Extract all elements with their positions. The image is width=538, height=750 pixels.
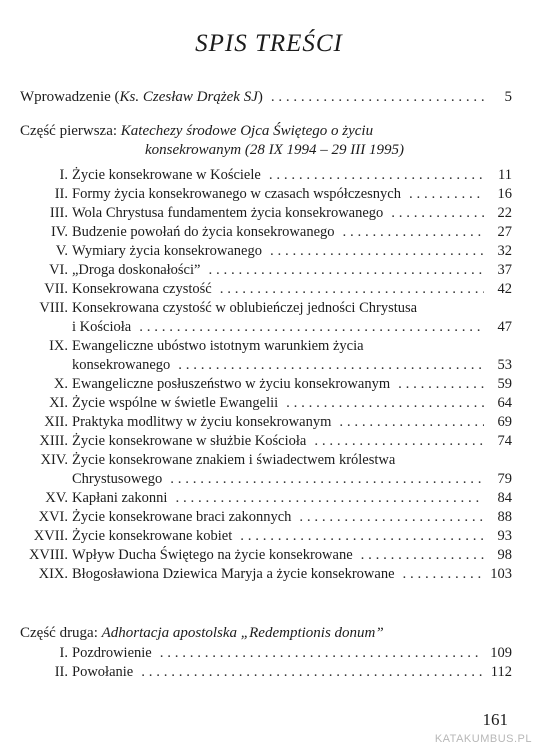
toc-entry-line (72, 432, 512, 451)
toc-entry-title: Wymiary życia konsekrowanego (72, 243, 262, 259)
toc-entry-title: Wpływ Ducha Świętego na życie konsekrowane (72, 547, 353, 563)
toc-entry-number: I. (59, 167, 68, 183)
toc-entry-page: 88 (497, 509, 512, 525)
intro-text (20, 89, 263, 106)
toc-entry-line (72, 413, 512, 432)
toc-entry-title: Błogosławiona Dziewica Maryja a życie konsekrowane (72, 566, 395, 582)
toc-entry-number: XVII. (33, 528, 68, 544)
leader-dots (240, 527, 484, 546)
toc-entry (0, 185, 538, 204)
toc-entry-title: Kapłani zakonni (72, 490, 168, 506)
toc-entry-number: XII. (44, 414, 68, 430)
toc-entry-line (72, 508, 512, 527)
toc-entry-line (72, 242, 512, 261)
leader-dots (178, 356, 484, 375)
toc-entry-page: 53 (497, 357, 512, 373)
leader-dots (170, 470, 484, 489)
toc-entry-line (72, 565, 512, 584)
intro-label: Wprowadzenie ( (20, 89, 120, 105)
toc-entry (0, 644, 538, 663)
toc-entry-number: IX. (49, 338, 68, 354)
toc-entry (0, 375, 538, 394)
toc-entry-title: Powołanie (72, 664, 134, 680)
toc-entry-number: X. (53, 376, 68, 392)
toc-entry (0, 337, 538, 375)
toc-entry-title-continued: i Kościoła (72, 319, 132, 335)
toc-entry-page: 64 (497, 395, 512, 411)
toc-entry (0, 508, 538, 527)
toc-entry-page: 98 (497, 547, 512, 563)
toc-entry-line (72, 318, 512, 337)
leader-dots (271, 89, 484, 106)
toc-entry (0, 299, 538, 337)
leader-dots (160, 644, 483, 663)
toc-entry-page: 22 (497, 205, 512, 221)
leader-dots (220, 280, 484, 299)
part-one-title-line1: Katechezy środowe Ojca Świętego o życiu (120, 123, 374, 139)
toc-entry-title: Życie konsekrowane w służbie Kościoła (72, 433, 307, 449)
toc-entry-number: XIX. (38, 566, 68, 582)
toc-entry-title: Ewangeliczne posłuszeństwo w życiu konsekrowanym (72, 376, 391, 392)
toc-entry-page: 74 (497, 433, 512, 449)
leader-dots (403, 565, 483, 584)
toc-entry-title: Formy życia konsekrowanego w czasach współczesnych (72, 186, 401, 202)
part-two-title: Adhortacja apostolska „Redemptionis donum” (101, 625, 384, 641)
toc-entry-title: Praktyka modlitwy w życiu konsekrowanym (72, 414, 332, 430)
toc-entry-introduction (20, 89, 512, 106)
intro-author: Ks. Czesław Drążek SJ (119, 89, 258, 105)
toc-entry-page: 93 (497, 528, 512, 544)
leader-dots (339, 413, 484, 432)
toc-entry-line (72, 261, 512, 280)
toc-entry-page: 69 (497, 414, 512, 430)
toc-entry-page: 109 (490, 645, 512, 661)
toc-entry (0, 565, 538, 584)
leader-dots (361, 546, 484, 565)
page-number: 161 (482, 710, 508, 729)
toc-entry-page: 32 (497, 243, 512, 259)
toc-entry (0, 394, 538, 413)
toc-entry-title: Budzenie powołań do życia konsekrowanego (72, 224, 335, 240)
toc-entry (0, 280, 538, 299)
intro-page: 5 (504, 89, 512, 105)
toc-entry-page: 47 (497, 319, 512, 335)
toc-entry-number: III. (49, 205, 68, 221)
toc-entry-page: 27 (497, 224, 512, 240)
toc-entry (0, 663, 538, 682)
toc-entry-line (72, 527, 512, 546)
toc-entry (0, 527, 538, 546)
toc-entry (0, 242, 538, 261)
toc-entry-page: 16 (497, 186, 512, 202)
toc-entry-title-continued: konsekrowanego (72, 357, 171, 373)
toc-entry-number: II. (54, 186, 68, 202)
leader-dots (141, 663, 483, 682)
toc-entry-number: IV. (50, 224, 68, 240)
page-title: SPIS TREŚCI (195, 30, 343, 57)
toc-entry-page: 11 (498, 167, 512, 183)
toc-entry-line (72, 204, 512, 223)
toc-entry-number: XV. (45, 490, 68, 506)
leader-dots (299, 508, 484, 527)
toc-entry-line (72, 337, 512, 356)
toc-entry-number: XIII. (39, 433, 68, 449)
toc-entry (0, 166, 538, 185)
toc-entry (0, 223, 538, 242)
toc-entry-title: Pozdrowienie (72, 645, 152, 661)
toc-entry (0, 204, 538, 223)
toc-entry-title-continued: Chrystusowego (72, 471, 163, 487)
toc-entry-title: Konsekrowana czystość (72, 281, 212, 297)
leader-dots (139, 318, 484, 337)
toc-entry-number: XVI. (38, 509, 68, 525)
part-one-label: Część pierwsza: (20, 123, 121, 139)
toc-entry-page: 112 (490, 664, 512, 680)
leader-dots (314, 432, 484, 451)
toc-entry-number: VII. (44, 281, 68, 297)
leader-dots (391, 204, 484, 223)
part-one-title-line2: konsekrowanym (28 IX 1994 – 29 III 1995) (145, 142, 404, 158)
toc-entry-title: Życie konsekrowane braci zakonnych (72, 509, 292, 525)
toc-entry-title: Wola Chrystusa fundamentem życia konsekrowanego (72, 205, 384, 221)
toc-entry (0, 451, 538, 489)
leader-dots (398, 375, 484, 394)
toc-entry-line (72, 356, 512, 375)
leader-dots (343, 223, 484, 242)
toc-entry-line (72, 644, 512, 663)
toc-entry-line (72, 451, 512, 470)
toc-entry-number: II. (54, 664, 68, 680)
toc-entry-number: XVIII. (28, 547, 68, 563)
intro-close: ) (257, 89, 263, 105)
toc-entry-page: 59 (497, 376, 512, 392)
toc-entry-page: 42 (497, 281, 512, 297)
toc-entry-line (72, 394, 512, 413)
part-two-entries (0, 644, 538, 682)
toc-entry (0, 261, 538, 280)
part-one-entries (0, 166, 538, 584)
toc-entry-number: I. (59, 645, 68, 661)
part-one-heading (20, 122, 512, 160)
watermark: KATAKUMBUS.PL (434, 733, 532, 745)
toc-entry-line (72, 546, 512, 565)
toc-entry-line (72, 185, 512, 204)
toc-entry-title: „Droga doskonałości” (72, 262, 201, 278)
part-two-heading (20, 624, 512, 643)
toc-entry-title: Konsekrowana czystość w oblubieńczej jedności Chrystusa (72, 300, 418, 316)
leader-dots (270, 242, 484, 261)
toc-entry (0, 546, 538, 565)
toc-entry (0, 432, 538, 451)
toc-entry-line (72, 299, 512, 318)
toc-entry-title: Życie wspólne w świetle Ewangelii (72, 395, 279, 411)
toc-entry-page: 84 (497, 490, 512, 506)
toc-entry-title: Życie konsekrowane kobiet (72, 528, 233, 544)
toc-entry-page: 37 (497, 262, 512, 278)
toc-entry-line (72, 489, 512, 508)
leader-dots (269, 166, 484, 185)
toc-entry-number: VI. (49, 262, 68, 278)
toc-entry-number: VIII. (39, 300, 68, 316)
leader-dots (409, 185, 484, 204)
toc-entry (0, 489, 538, 508)
leader-dots (286, 394, 484, 413)
toc-entry-line (72, 223, 512, 242)
toc-entry-title: Ewangeliczne ubóstwo istotnym warunkiem życia (72, 338, 364, 354)
toc-entry-line (72, 375, 512, 394)
toc-entry-line (72, 663, 512, 682)
toc-entry-page: 79 (497, 471, 512, 487)
toc-entry-number: XI. (49, 395, 68, 411)
toc-entry-line (72, 470, 512, 489)
toc-entry-number: XIV. (40, 452, 68, 468)
toc-entry-page: 103 (490, 566, 512, 582)
toc-entry-line (72, 166, 512, 185)
part-two-label: Część druga: (20, 625, 102, 641)
toc-entry-line (72, 280, 512, 299)
toc-entry (0, 413, 538, 432)
toc-entry-title: Życie konsekrowane w Kościele (72, 167, 261, 183)
leader-dots (175, 489, 484, 508)
leader-dots (208, 261, 484, 280)
toc-entry-title: Życie konsekrowane znakiem i świadectwem królestwa (72, 452, 396, 468)
toc-entry-number: V. (55, 243, 68, 259)
